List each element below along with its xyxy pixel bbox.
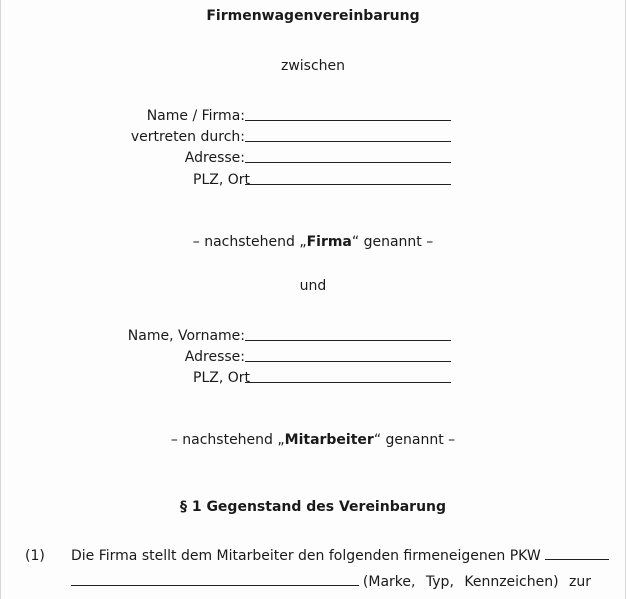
field-label: PLZ, Ort	[193, 370, 250, 386]
company-name-field[interactable]	[1, 107, 626, 125]
company-postcode-city-field[interactable]	[1, 171, 626, 189]
field-label: Name, Vorname:	[127, 328, 245, 344]
paragraph-number: (1)	[25, 548, 45, 564]
note-prefix: – nachstehend „	[170, 432, 285, 448]
fill-line[interactable]	[71, 573, 359, 586]
fill-line[interactable]	[245, 120, 451, 121]
paragraph-line-2	[71, 573, 591, 591]
document-title: Firmenwagenvereinbarung	[206, 8, 420, 24]
fill-line[interactable]	[245, 340, 451, 341]
employee-designation-note	[1, 431, 625, 449]
paragraph-text: Die Firma stellt dem Mitarbeiter den folgenden firmeneigenen PKW	[71, 548, 541, 564]
field-label: Adresse:	[184, 150, 245, 166]
fill-line[interactable]	[245, 361, 451, 362]
and-text: und	[299, 278, 327, 294]
employee-address-field[interactable]	[1, 348, 626, 366]
fill-line[interactable]	[245, 382, 451, 383]
note-bold-term: Firma	[306, 234, 352, 250]
note-suffix: “ genannt –	[351, 234, 434, 250]
company-address-field[interactable]	[1, 149, 626, 167]
field-label: PLZ, Ort	[193, 172, 250, 188]
paragraph-text: (Marke, Typ, Kennzeichen) zur	[362, 574, 591, 590]
fill-line[interactable]	[545, 547, 609, 560]
fill-line[interactable]	[245, 141, 451, 142]
employee-name-field[interactable]	[1, 327, 626, 345]
company-representative-field[interactable]	[1, 128, 626, 146]
between-text: zwischen	[280, 58, 346, 74]
field-label: Adresse:	[184, 349, 245, 365]
note-suffix: “ genannt –	[373, 432, 456, 448]
employee-postcode-city-field[interactable]	[1, 369, 626, 387]
fill-line[interactable]	[245, 162, 451, 163]
company-designation-note	[1, 233, 625, 251]
field-label: Name / Firma:	[146, 108, 245, 124]
paragraph-line-1	[71, 547, 609, 565]
field-label: vertreten durch:	[130, 129, 245, 145]
note-prefix: – nachstehend „	[192, 234, 307, 250]
section-heading: § 1 Gegenstand des Vereinbarung	[179, 499, 447, 515]
note-bold-term: Mitarbeiter	[284, 432, 374, 448]
fill-line[interactable]	[245, 184, 451, 185]
